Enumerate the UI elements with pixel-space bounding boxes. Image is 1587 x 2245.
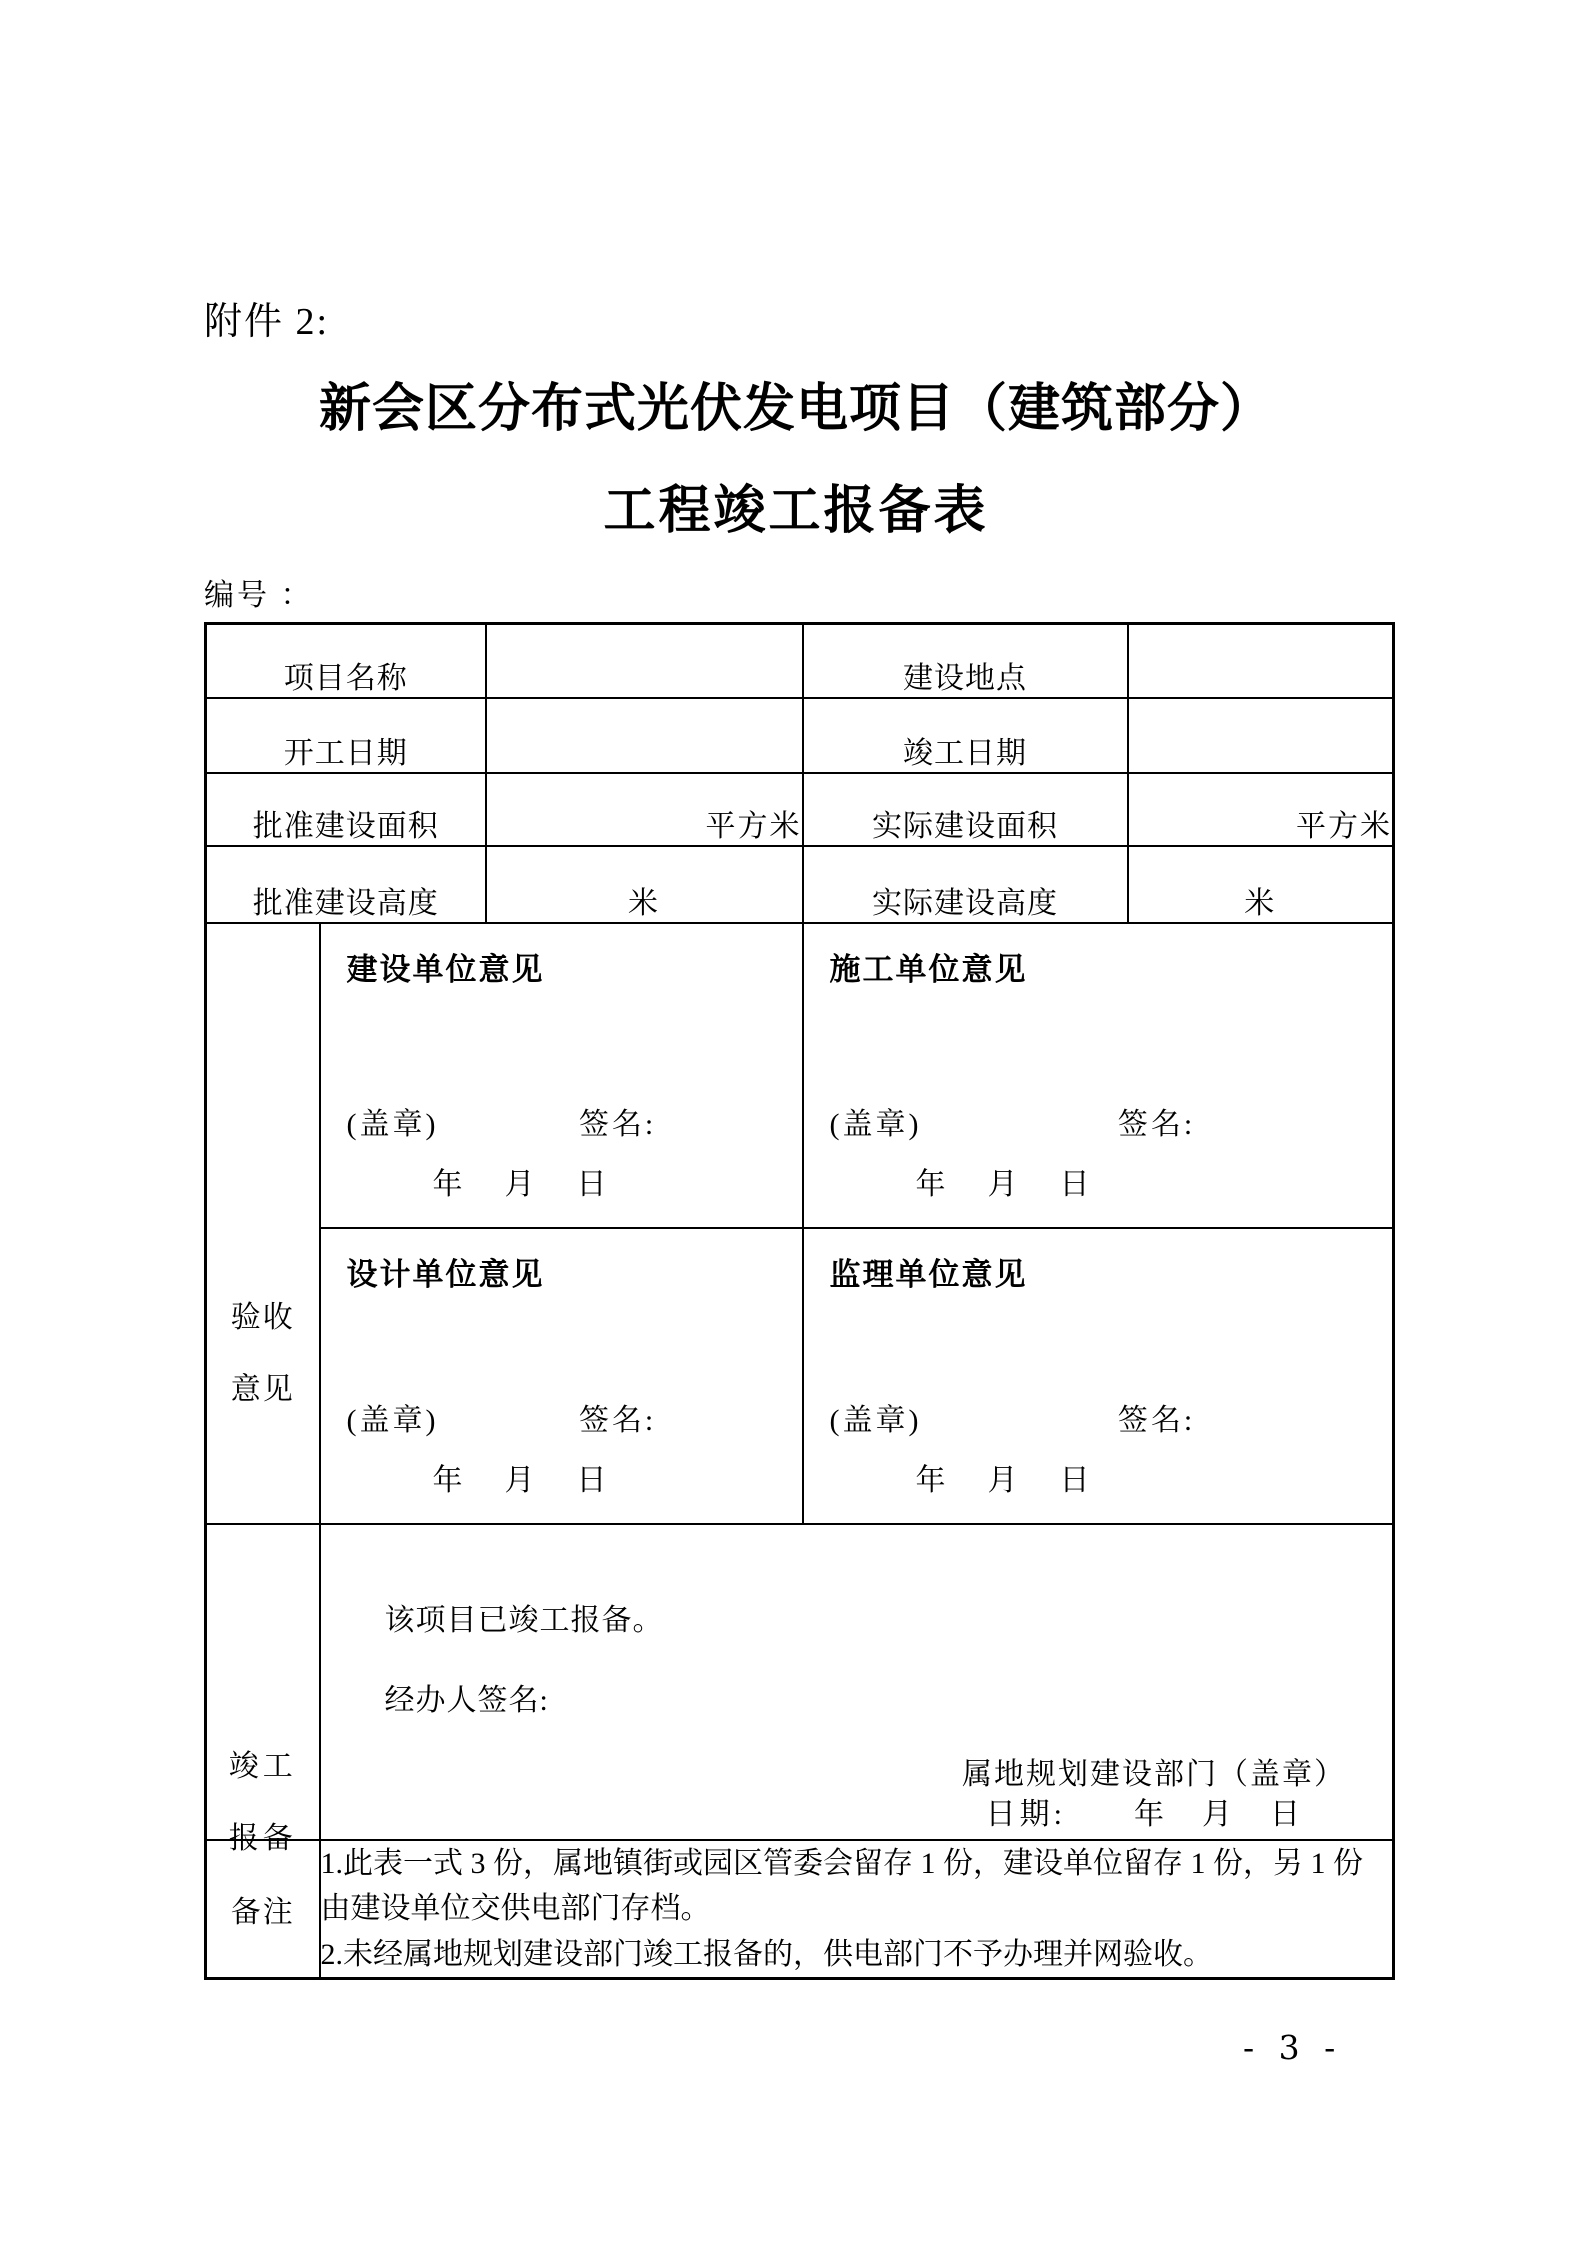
opinion-title-supervision-unit: 监理单位意见 [829,1256,1028,1292]
label-construction-location: 建设地点 [803,624,1128,698]
row-start-date [206,698,1394,773]
filing-content-cell [320,1524,1394,1840]
filing-date-line: 日期: 年 月 日 [985,1797,1304,1831]
seal-sign-line [347,1395,794,1439]
opinion-cell-contractor-unit [803,923,1394,1228]
opinion-cell-supervision-unit [803,1228,1394,1524]
date-line: 年 月 日 [915,1167,1096,1201]
seal-sign-line [347,1099,794,1143]
department-seal-label: 属地规划建设部门（盖章） [962,1757,1346,1791]
opinion-title-construction-unit: 建设单位意见 [346,951,545,987]
label-approved-height: 批准建设高度 [206,846,486,923]
label-start-date: 开工日期 [206,698,486,773]
unit-approved-area: 平方米 [486,773,803,846]
date-line: 年 月 日 [432,1167,613,1201]
opinion-title-contractor-unit: 施工单位意见 [829,951,1028,987]
remark-item-1: 1.此表一式 3 份，属地镇街或园区管委会留存 1 份，建设单位留存 1 份，另 1 份由建设单位交供电部门存档。 [320,1846,1363,1926]
value-start-date [486,698,803,773]
signature-label: 签名: [1117,1403,1196,1437]
form-title-line1: 新会区分布式光伏发电项目（建筑部分） [318,378,1273,439]
row-approved-height [206,846,1394,923]
row-acceptance-bottom [206,1228,1394,1524]
remarks-row-label: 备注 [206,1840,320,1979]
label-completion-date: 竣工日期 [803,698,1128,773]
value-construction-location [1128,624,1394,698]
signature-label: 签名: [578,1107,657,1141]
handler-signature-label: 经办人签名: [384,1683,549,1717]
opinion-cell-design-unit [320,1228,803,1524]
acceptance-label-line1: 验收 [230,1300,295,1334]
seal-label: (盖章) [829,1403,922,1437]
signature-label: 签名: [578,1403,657,1437]
remarks-content-cell [320,1840,1394,1979]
filing-row-label [206,1524,320,1855]
row-completion-filing [206,1524,1394,1840]
label-approved-area: 批准建设面积 [206,773,486,846]
date-line: 年 月 日 [432,1463,613,1497]
seal-label: (盖章) [346,1107,439,1141]
completion-filing-form-table [204,622,1395,1980]
acceptance-row-label [206,923,320,1524]
row-acceptance-top [206,923,1394,1228]
seal-label: (盖章) [829,1107,922,1141]
acceptance-label-line2: 意见 [230,1372,295,1406]
value-completion-date [1128,698,1394,773]
date-line: 年 月 日 [915,1463,1096,1497]
label-project-name: 项目名称 [206,624,486,698]
opinion-cell-construction-unit [320,923,803,1228]
unit-actual-area: 平方米 [1128,773,1394,846]
filing-label-line2: 报备 [228,1821,297,1855]
seal-label: (盖章) [346,1403,439,1437]
serial-number-label: 编号 ： [204,579,314,612]
seal-sign-line [830,1395,1385,1439]
form-title-line2: 工程竣工报备表 [603,480,989,541]
opinion-title-design-unit: 设计单位意见 [346,1256,545,1292]
unit-actual-height: 米 [1128,846,1394,923]
acceptance-label-lines [207,1282,319,1426]
value-project-name [486,624,803,698]
filing-statement: 该项目已竣工报备。 [384,1603,664,1637]
filing-label-line1: 竣工 [228,1749,297,1783]
signature-label: 签名: [1117,1107,1196,1141]
attachment-label: 附件 2: [204,301,330,343]
label-actual-height: 实际建设高度 [803,846,1128,923]
seal-sign-line [830,1099,1385,1143]
row-approved-area [206,773,1394,846]
row-remarks [206,1840,1394,1979]
page-number: - 3 - [1243,2028,1343,2067]
row-project-name [206,624,1394,698]
unit-approved-height: 米 [486,846,803,923]
label-actual-area: 实际建设面积 [803,773,1128,846]
remark-item-2: 2.未经属地规划建设部门竣工报备的，供电部门不予办理并网验收。 [320,1937,1213,1971]
filing-label-lines [207,1731,319,1875]
